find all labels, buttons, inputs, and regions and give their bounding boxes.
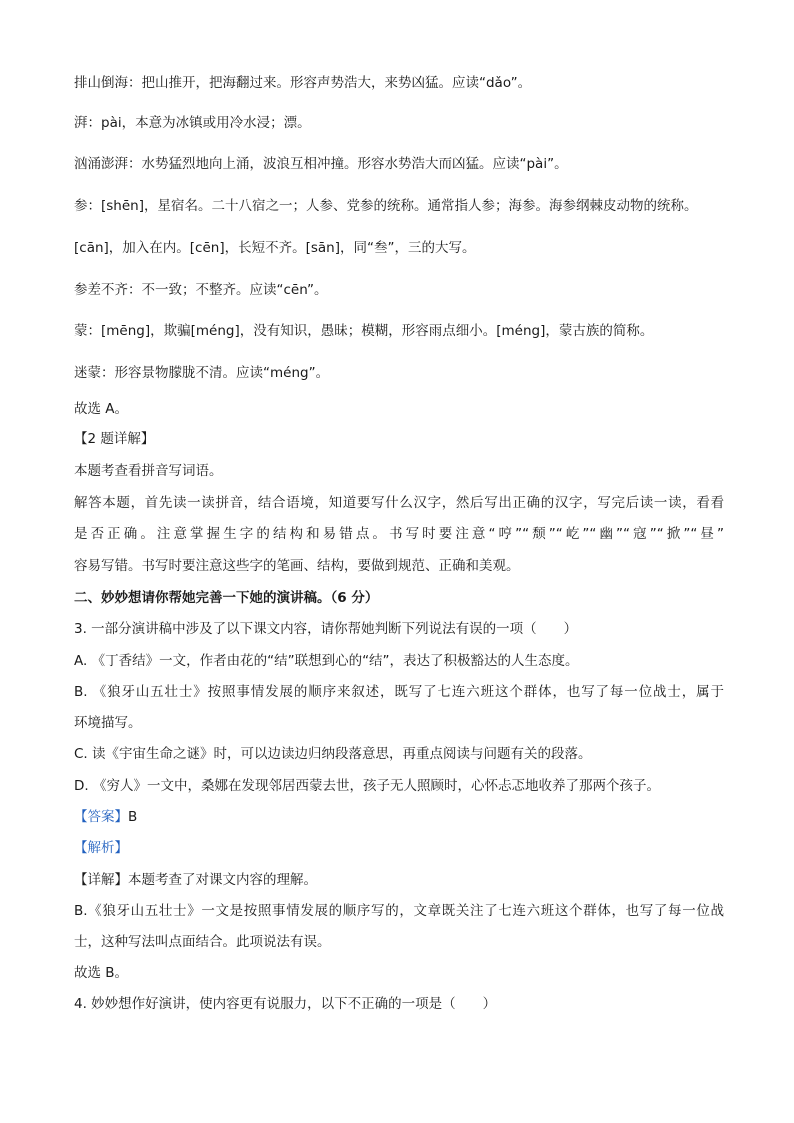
text-line: 故选 B。 [74, 965, 129, 981]
question-stem: 4. 妙妙想作好演讲，使内容更有说服力，以下不正确的一项是（ ） [74, 996, 497, 1012]
text-line: 汹涌澎湃：水势猛烈地向上涌，波浪互相冲撞。形容水势浩大而凶猛。应读“pài”。 [74, 156, 568, 172]
text-line: 本题考查看拼音写词语。 [74, 463, 223, 479]
question-stem: 3. 一部分演讲稿中涉及了以下课文内容，请你帮她判断下列说法有误的一项（ ） [74, 621, 578, 637]
detail-label: 【详解】 [74, 872, 128, 888]
detail-text: 本题考查了对课文内容的理解。 [128, 872, 317, 888]
answer-line [74, 808, 724, 826]
text-line: 迷蒙：形容景物朦胧不清。应读“méng”。 [74, 365, 330, 381]
text-line: 解答本题，首先读一读拼音，结合语境，知道要写什么汉字，然后写出正确的汉字，写完后读一读，看看 [74, 495, 724, 511]
option-d: D. 《穷人》一文中，桑娜在发现邻居西蒙去世，孩子无人照顾时，心怀忐忑地收养了那两个孩子。 [74, 778, 660, 794]
answer-value: B [128, 809, 138, 825]
section-title: 二、妙妙想请你帮她完善一下她的演讲稿。（6 分） [74, 590, 379, 606]
analysis-label: 【解析】 [74, 840, 128, 856]
answer-label: 【答案】 [74, 809, 128, 825]
text-line: B.《狼牙山五壮士》一文是按照事情发展的顺序写的，文章既关注了七连六班这个群体，也写了每一位战 [74, 903, 724, 919]
option-b: B. 《狼牙山五壮士》按照事情发展的顺序来叙述，既写了七连六班这个群体，也写了每一位战士，属于 [74, 684, 724, 700]
section-heading: 【2 题详解】 [74, 431, 155, 447]
text-line: 参差不齐：不一致；不整齐。应读“cēn”。 [74, 282, 328, 298]
text-line: [cān]，加入在内。[cēn]，长短不齐。[sān]，同“叁”，三的大写。 [74, 240, 476, 256]
text-line: 排山倒海：把山推开，把海翻过来。形容声势浩大，来势凶猛。应读“dǎo”。 [74, 75, 532, 91]
text-line: 是否正确。注意掌握生字的结构和易错点。书写时要注意“哼”“颓”“屹”“幽”“寇”“掀”“昼” [74, 526, 724, 542]
detail-line [74, 871, 724, 889]
option-b-continued: 环境描写。 [74, 715, 142, 731]
text-line: 士，这种写法叫点面结合。此项说法有误。 [74, 934, 331, 950]
text-line: 蒙：[mēng]，欺骗[méng]，没有知识，愚昧；模糊，形容雨点细小。[méng]，蒙古族的简称。 [74, 323, 654, 339]
text-line: 故选 A。 [74, 401, 129, 417]
text-line: 容易写错。书写时要注意这些字的笔画、结构，要做到规范、正确和美观。 [74, 558, 520, 574]
text-line: 参：[shēn]，星宿名。二十八宿之一；人参、党参的统称。通常指人参；海参。海参纲棘皮动物的统称。 [74, 198, 698, 214]
text-line: 湃：pài，本意为冰镇或用冷水浸；漂。 [74, 115, 311, 131]
option-c: C. 读《宇宙生命之谜》时，可以边读边归纳段落意思，再重点阅读与问题有关的段落。 [74, 746, 592, 762]
option-a: A. 《丁香结》一文，作者由花的“结”联想到心的“结”，表达了积极豁达的人生态度。 [74, 653, 579, 669]
